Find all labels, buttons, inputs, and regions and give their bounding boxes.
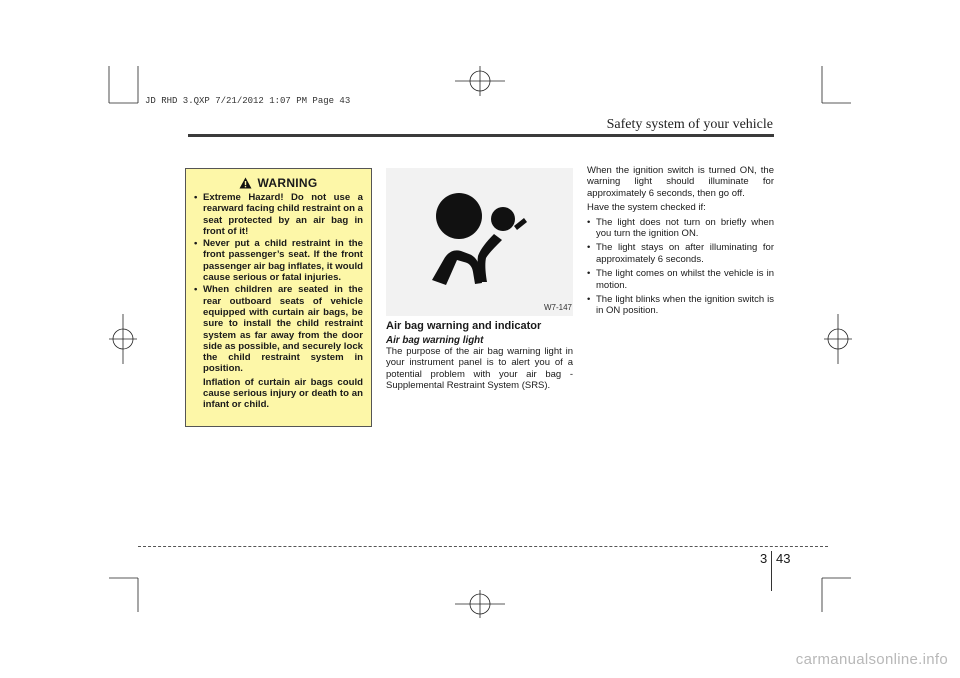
ignition-paragraph: When the ignition switch is turned ON, the warning light should illuminate for approximately 6 seconds, then go off.: [587, 165, 774, 199]
warning-header: [194, 176, 363, 190]
figure-code: W7-147: [543, 303, 572, 312]
airbag-figure: [386, 168, 573, 316]
section-heading: Air bag warning and indicator: [386, 320, 542, 332]
warning-extra-text: Inflation of curtain air bags could cause serious injury or death to an infant or child.: [203, 376, 363, 411]
check-item: • The light blinks when the ignition switch is in ON position.: [587, 294, 774, 317]
section-subheading: Air bag warning light: [386, 335, 484, 346]
column-3: [587, 165, 774, 320]
watermark: carmanualsonline.info: [795, 651, 948, 668]
footer-rule: [138, 546, 828, 547]
warning-list: [194, 192, 363, 375]
page-separator: [771, 551, 772, 591]
warning-item: • When children are seated in the rear outboard seats of vehicle equipped with curtain air bags, be sure to install the child restraint system as far away from the door side as possible, and securely lock the child restraint system in position.: [194, 284, 363, 374]
warning-item: • Never put a child restraint in the front passenger’s seat. If the front passenger air bag inflates, it would cause serious or fatal injuries.: [194, 238, 363, 283]
warning-triangle-icon: [239, 177, 252, 189]
check-item: • The light stays on after illuminating for approximately 6 seconds.: [587, 242, 774, 265]
warning-title: WARNING: [257, 176, 318, 190]
check-item: • The light does not turn on briefly when you turn the ignition ON.: [587, 217, 774, 240]
check-intro: Have the system checked if:: [587, 202, 706, 214]
check-list: [587, 217, 774, 317]
page-number: 43: [776, 551, 791, 566]
warning-item: • Extreme Hazard! Do not use a rearward facing child restraint on a seat protected by an air bag in front of it!: [194, 192, 363, 237]
airbag-warning-icon: [386, 168, 573, 316]
print-slug: JD RHD 3.QXP 7/21/2012 1:07 PM Page 43: [145, 96, 351, 106]
chapter-number: 3: [760, 551, 768, 566]
header-rule: [188, 134, 774, 137]
page-header-title: Safety system of your vehicle: [606, 117, 773, 132]
warning-box: [185, 168, 372, 427]
section-body: The purpose of the air bag warning light in your instrument panel is to alert you of a potential problem with your air bag - Supplemental Restraint System (SRS).: [386, 346, 573, 392]
check-item: • The light comes on whilst the vehicle is in motion.: [587, 268, 774, 291]
